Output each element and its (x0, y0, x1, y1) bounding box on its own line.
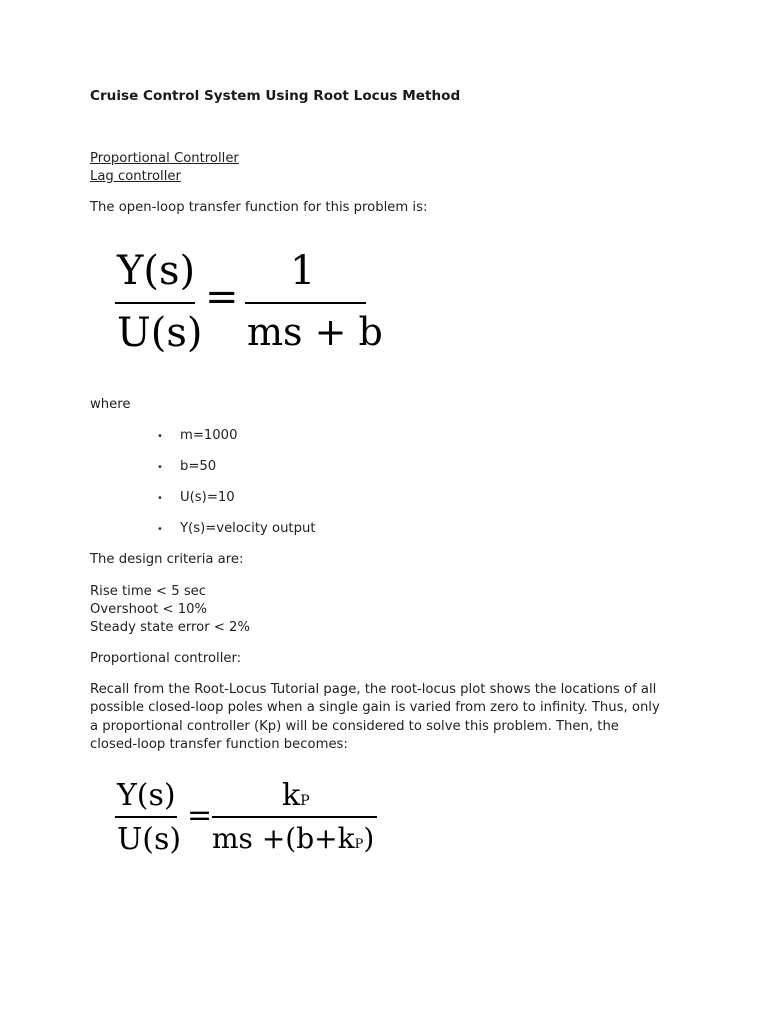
eq2-equals: = (187, 798, 213, 833)
link-lag-controller[interactable]: Lag controller (90, 169, 181, 184)
eq2-den-subscript: P (354, 837, 364, 852)
eq2-lhs-numerator: Y(s) (117, 778, 176, 813)
eq1-lhs-denominator: U(s) (117, 310, 203, 356)
criteria-item: Rise time < 5 sec (90, 584, 207, 599)
paragraph-line: possible closed-loop poles when a single gain is varied from zero to infinity. Thus, only (90, 700, 660, 715)
eq2-lhs-fraction-bar (115, 816, 177, 818)
eq2-rhs-numerator (282, 778, 310, 813)
link-proportional-controller[interactable]: Proportional Controller (90, 151, 239, 166)
bullet-marker: • (157, 493, 163, 504)
page-title: Cruise Control System Using Root Locus Method (90, 88, 461, 104)
eq2-lhs-denominator: U(s) (117, 822, 182, 857)
eq1-lhs-fraction-bar (115, 302, 195, 304)
eq2-k: k (282, 778, 301, 813)
bullet-marker: • (157, 462, 163, 473)
eq1-rhs-denominator: ms + b (247, 310, 383, 354)
eq2-rhs-denominator (212, 822, 374, 855)
closed-loop-transfer-function (115, 778, 385, 864)
eq2-rhs-fraction-bar (212, 816, 377, 818)
eq1-equals: = (205, 274, 239, 320)
eq1-rhs-numerator: 1 (290, 248, 316, 294)
eq2-den-main: ms +(b+k (212, 822, 355, 855)
criteria-heading: The design criteria are: (90, 552, 244, 567)
criteria-item: Steady state error < 2% (90, 620, 250, 635)
paragraph-line: closed-loop transfer function becomes: (90, 737, 348, 752)
bullet-marker: • (157, 431, 163, 442)
criteria-item: Overshoot < 10% (90, 602, 208, 617)
list-item: b=50 (180, 459, 217, 474)
list-item: Y(s)=velocity output (180, 521, 316, 536)
paragraph-line: a proportional controller (Kp) will be considered to solve this problem. Then, the (90, 719, 619, 734)
eq1-lhs-numerator: Y(s) (117, 248, 196, 294)
paragraph-line: Recall from the Root-Locus Tutorial page, the root-locus plot shows the locations of all (90, 682, 657, 697)
intro-text: The open-loop transfer function for this problem is: (90, 200, 428, 215)
where-text: where (90, 397, 131, 412)
section-heading: Proportional controller: (90, 651, 242, 666)
bullet-marker: • (157, 524, 163, 535)
eq2-den-close: ) (363, 822, 375, 855)
list-item: m=1000 (180, 428, 238, 443)
eq2-k-subscript: P (300, 793, 310, 809)
open-loop-transfer-function (115, 248, 383, 368)
list-item: U(s)=10 (180, 490, 235, 505)
eq1-rhs-fraction-bar (245, 302, 366, 304)
